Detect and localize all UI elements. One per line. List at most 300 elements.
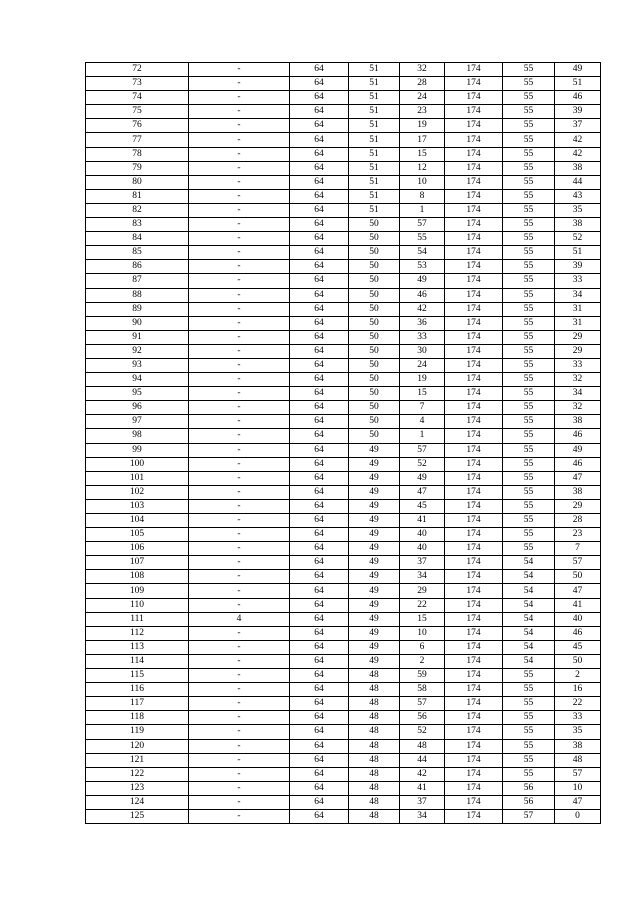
- table-cell: 174: [445, 246, 503, 260]
- table-cell: 7: [555, 542, 601, 556]
- table-cell: 124: [86, 795, 189, 809]
- table-cell: 174: [445, 485, 503, 499]
- table-cell: 49: [400, 471, 445, 485]
- table-cell: -: [189, 584, 290, 598]
- table-cell: 39: [555, 105, 601, 119]
- table-cell: 64: [290, 556, 349, 570]
- table-cell: 121: [86, 753, 189, 767]
- table-cell: 55: [503, 330, 555, 344]
- table-cell: 16: [555, 683, 601, 697]
- table-cell: 64: [290, 542, 349, 556]
- table-cell: 174: [445, 711, 503, 725]
- table-cell: 48: [349, 725, 400, 739]
- table-cell: 41: [400, 781, 445, 795]
- table-row: [86, 514, 601, 528]
- table-cell: 45: [400, 499, 445, 513]
- table-cell: -: [189, 119, 290, 133]
- table-cell: 48: [349, 809, 400, 823]
- table-cell: -: [189, 669, 290, 683]
- table-cell: 174: [445, 725, 503, 739]
- table-cell: -: [189, 147, 290, 161]
- table-cell: 57: [555, 767, 601, 781]
- table-cell: -: [189, 401, 290, 415]
- table-cell: 15: [400, 387, 445, 401]
- table-cell: -: [189, 683, 290, 697]
- table-cell: 55: [503, 669, 555, 683]
- table-cell: -: [189, 203, 290, 217]
- table-cell: 64: [290, 105, 349, 119]
- table-cell: 55: [503, 161, 555, 175]
- table-cell: 78: [86, 147, 189, 161]
- table-cell: 55: [503, 683, 555, 697]
- table-cell: 55: [503, 528, 555, 542]
- table-cell: 55: [503, 542, 555, 556]
- table-cell: 49: [349, 612, 400, 626]
- table-cell: 174: [445, 697, 503, 711]
- table-cell: 41: [555, 598, 601, 612]
- table-cell: 15: [400, 612, 445, 626]
- table-cell: 48: [349, 683, 400, 697]
- table-cell: 34: [555, 387, 601, 401]
- table-cell: 37: [400, 556, 445, 570]
- table-cell: 93: [86, 358, 189, 372]
- table-row: [86, 669, 601, 683]
- table-cell: -: [189, 598, 290, 612]
- table-cell: -: [189, 711, 290, 725]
- table-row: [86, 316, 601, 330]
- table-cell: 174: [445, 443, 503, 457]
- table-cell: 80: [86, 175, 189, 189]
- table-cell: 28: [555, 514, 601, 528]
- table-cell: 22: [555, 697, 601, 711]
- table-cell: 174: [445, 809, 503, 823]
- table-cell: -: [189, 246, 290, 260]
- table-cell: 54: [503, 570, 555, 584]
- table-cell: 108: [86, 570, 189, 584]
- table-cell: 56: [503, 795, 555, 809]
- table-cell: 42: [400, 302, 445, 316]
- table-cell: -: [189, 232, 290, 246]
- table-cell: 174: [445, 429, 503, 443]
- table-cell: 56: [503, 781, 555, 795]
- table-cell: 117: [86, 697, 189, 711]
- table-cell: -: [189, 63, 290, 77]
- table-cell: 54: [503, 626, 555, 640]
- table-cell: -: [189, 330, 290, 344]
- table-cell: -: [189, 77, 290, 91]
- table-cell: 55: [503, 302, 555, 316]
- table-cell: 48: [349, 795, 400, 809]
- table-cell: 91: [86, 330, 189, 344]
- table-cell: 99: [86, 443, 189, 457]
- table-row: [86, 781, 601, 795]
- table-row: [86, 401, 601, 415]
- table-cell: 49: [349, 499, 400, 513]
- table-cell: 40: [400, 542, 445, 556]
- table-row: [86, 203, 601, 217]
- table-cell: 174: [445, 669, 503, 683]
- table-cell: -: [189, 654, 290, 668]
- table-cell: 119: [86, 725, 189, 739]
- table-cell: 49: [349, 528, 400, 542]
- table-row: [86, 471, 601, 485]
- table-cell: 50: [349, 401, 400, 415]
- table-cell: 49: [555, 63, 601, 77]
- table-cell: 174: [445, 316, 503, 330]
- table-cell: 55: [503, 514, 555, 528]
- table-cell: 59: [400, 669, 445, 683]
- table-cell: 49: [349, 640, 400, 654]
- table-cell: 64: [290, 387, 349, 401]
- table-cell: 2: [400, 654, 445, 668]
- table-row: [86, 584, 601, 598]
- table-cell: 96: [86, 401, 189, 415]
- table-cell: 48: [400, 739, 445, 753]
- table-cell: 64: [290, 260, 349, 274]
- table-cell: 174: [445, 612, 503, 626]
- table-cell: 54: [503, 654, 555, 668]
- table-cell: 64: [290, 669, 349, 683]
- table-cell: 174: [445, 457, 503, 471]
- table-cell: 55: [503, 274, 555, 288]
- table-row: [86, 161, 601, 175]
- table-cell: 51: [555, 246, 601, 260]
- table-cell: 55: [503, 316, 555, 330]
- table-cell: 64: [290, 584, 349, 598]
- table-cell: 55: [400, 232, 445, 246]
- table-cell: 64: [290, 401, 349, 415]
- table-cell: 28: [400, 77, 445, 91]
- table-cell: 40: [555, 612, 601, 626]
- table-cell: 64: [290, 443, 349, 457]
- table-cell: 64: [290, 330, 349, 344]
- table-cell: 107: [86, 556, 189, 570]
- table-cell: 64: [290, 358, 349, 372]
- table-cell: 32: [555, 401, 601, 415]
- table-cell: 50: [349, 218, 400, 232]
- table-cell: 109: [86, 584, 189, 598]
- table-cell: 55: [503, 189, 555, 203]
- table-cell: 64: [290, 119, 349, 133]
- table-cell: 57: [555, 556, 601, 570]
- table-cell: 29: [555, 330, 601, 344]
- table-cell: 174: [445, 77, 503, 91]
- table-cell: 55: [503, 387, 555, 401]
- table-cell: 23: [400, 105, 445, 119]
- table-cell: 49: [349, 471, 400, 485]
- table-cell: 34: [400, 809, 445, 823]
- table-cell: 174: [445, 260, 503, 274]
- table-row: [86, 429, 601, 443]
- table-cell: 50: [349, 288, 400, 302]
- table-cell: 48: [555, 753, 601, 767]
- table-cell: 174: [445, 415, 503, 429]
- table-cell: 15: [400, 147, 445, 161]
- table-cell: 31: [555, 316, 601, 330]
- table-cell: 55: [503, 63, 555, 77]
- table-cell: 89: [86, 302, 189, 316]
- table-cell: 54: [503, 640, 555, 654]
- table-cell: 34: [400, 570, 445, 584]
- table-cell: 55: [503, 443, 555, 457]
- table-cell: 64: [290, 203, 349, 217]
- table-cell: 4: [189, 612, 290, 626]
- table-cell: 8: [400, 189, 445, 203]
- table-row: [86, 654, 601, 668]
- table-cell: 31: [555, 302, 601, 316]
- table-cell: -: [189, 161, 290, 175]
- table-cell: 51: [349, 175, 400, 189]
- table-cell: 48: [349, 711, 400, 725]
- table-cell: 33: [400, 330, 445, 344]
- table-cell: 100: [86, 457, 189, 471]
- table-cell: 6: [400, 640, 445, 654]
- table-row: [86, 147, 601, 161]
- table-cell: -: [189, 218, 290, 232]
- table-cell: 64: [290, 175, 349, 189]
- table-cell: 174: [445, 739, 503, 753]
- table-cell: 48: [349, 781, 400, 795]
- table-cell: 34: [555, 288, 601, 302]
- table-cell: 64: [290, 499, 349, 513]
- table-cell: 55: [503, 753, 555, 767]
- table-cell: 57: [400, 697, 445, 711]
- table-cell: 58: [400, 683, 445, 697]
- table-cell: 54: [503, 584, 555, 598]
- table-cell: 2: [555, 669, 601, 683]
- table-cell: 55: [503, 485, 555, 499]
- table-cell: 51: [349, 91, 400, 105]
- table-cell: 112: [86, 626, 189, 640]
- table-cell: 52: [400, 457, 445, 471]
- table-cell: 64: [290, 711, 349, 725]
- table-cell: 48: [349, 739, 400, 753]
- table-cell: -: [189, 373, 290, 387]
- table-cell: 174: [445, 218, 503, 232]
- table-cell: 32: [400, 63, 445, 77]
- table-cell: -: [189, 344, 290, 358]
- table-cell: 64: [290, 640, 349, 654]
- table-cell: 64: [290, 725, 349, 739]
- table-cell: 57: [400, 443, 445, 457]
- table-cell: 118: [86, 711, 189, 725]
- table-cell: 97: [86, 415, 189, 429]
- table-cell: 54: [400, 246, 445, 260]
- table-row: [86, 499, 601, 513]
- table-cell: 51: [555, 77, 601, 91]
- table-row: [86, 105, 601, 119]
- table-cell: 44: [555, 175, 601, 189]
- table-cell: -: [189, 358, 290, 372]
- table-cell: 174: [445, 753, 503, 767]
- table-cell: 174: [445, 570, 503, 584]
- table-cell: 10: [400, 626, 445, 640]
- table-cell: 64: [290, 91, 349, 105]
- table-cell: 174: [445, 91, 503, 105]
- table-cell: 174: [445, 175, 503, 189]
- table-cell: -: [189, 457, 290, 471]
- table-cell: 72: [86, 63, 189, 77]
- table-cell: 125: [86, 809, 189, 823]
- table-cell: 51: [349, 105, 400, 119]
- table-cell: 101: [86, 471, 189, 485]
- table-cell: -: [189, 471, 290, 485]
- table-row: [86, 697, 601, 711]
- table-cell: 55: [503, 175, 555, 189]
- table-row: [86, 260, 601, 274]
- table-cell: 29: [400, 584, 445, 598]
- table-cell: -: [189, 91, 290, 105]
- table-cell: 174: [445, 640, 503, 654]
- table-cell: 35: [555, 725, 601, 739]
- table-cell: 64: [290, 654, 349, 668]
- table-row: [86, 175, 601, 189]
- table-cell: -: [189, 767, 290, 781]
- table-cell: 50: [555, 654, 601, 668]
- table-row: [86, 683, 601, 697]
- table-cell: 53: [400, 260, 445, 274]
- table-cell: -: [189, 175, 290, 189]
- table-cell: -: [189, 739, 290, 753]
- table-cell: 174: [445, 105, 503, 119]
- table-cell: 174: [445, 542, 503, 556]
- table-cell: 50: [349, 387, 400, 401]
- table-cell: 64: [290, 795, 349, 809]
- table-row: [86, 288, 601, 302]
- table-cell: 45: [555, 640, 601, 654]
- table-row: [86, 542, 601, 556]
- table-cell: 64: [290, 429, 349, 443]
- table-cell: 39: [555, 260, 601, 274]
- table-cell: 49: [349, 443, 400, 457]
- table-cell: 64: [290, 246, 349, 260]
- table-cell: 98: [86, 429, 189, 443]
- table-cell: 50: [349, 232, 400, 246]
- table-cell: 174: [445, 401, 503, 415]
- table-cell: 51: [349, 63, 400, 77]
- table-cell: 43: [555, 189, 601, 203]
- table-cell: 174: [445, 683, 503, 697]
- table-cell: 174: [445, 119, 503, 133]
- table-cell: 174: [445, 767, 503, 781]
- table-cell: 81: [86, 189, 189, 203]
- table-cell: 50: [349, 260, 400, 274]
- table-cell: -: [189, 640, 290, 654]
- table-cell: 75: [86, 105, 189, 119]
- table-cell: 64: [290, 781, 349, 795]
- table-cell: 24: [400, 91, 445, 105]
- table-cell: 1: [400, 203, 445, 217]
- table-cell: 115: [86, 669, 189, 683]
- table-row: [86, 612, 601, 626]
- table-cell: 47: [555, 795, 601, 809]
- table-cell: 174: [445, 373, 503, 387]
- table-cell: 1: [400, 429, 445, 443]
- table-cell: 174: [445, 330, 503, 344]
- table-cell: 94: [86, 373, 189, 387]
- table-cell: 50: [349, 302, 400, 316]
- table-cell: 52: [555, 232, 601, 246]
- table-cell: 50: [349, 358, 400, 372]
- table-cell: 64: [290, 570, 349, 584]
- table-cell: 174: [445, 147, 503, 161]
- table-cell: 174: [445, 344, 503, 358]
- table-row: [86, 767, 601, 781]
- table-cell: 49: [349, 584, 400, 598]
- table-cell: 64: [290, 767, 349, 781]
- table-cell: 174: [445, 781, 503, 795]
- table-cell: 174: [445, 232, 503, 246]
- table-cell: 22: [400, 598, 445, 612]
- table-row: [86, 457, 601, 471]
- table-row: [86, 485, 601, 499]
- table-cell: 64: [290, 302, 349, 316]
- table-cell: 19: [400, 119, 445, 133]
- table-cell: 174: [445, 584, 503, 598]
- table-cell: 55: [503, 373, 555, 387]
- table-cell: 55: [503, 711, 555, 725]
- table-cell: -: [189, 133, 290, 147]
- table-cell: -: [189, 429, 290, 443]
- table-row: [86, 528, 601, 542]
- table-cell: 32: [555, 373, 601, 387]
- table-cell: 64: [290, 471, 349, 485]
- table-cell: 174: [445, 514, 503, 528]
- table-cell: 86: [86, 260, 189, 274]
- table-cell: 106: [86, 542, 189, 556]
- table-cell: 48: [349, 767, 400, 781]
- table-cell: 64: [290, 415, 349, 429]
- table-cell: 38: [555, 415, 601, 429]
- table-cell: 49: [349, 598, 400, 612]
- table-row: [86, 77, 601, 91]
- table-cell: 64: [290, 598, 349, 612]
- table-cell: 83: [86, 218, 189, 232]
- table-cell: 38: [555, 161, 601, 175]
- table-cell: 174: [445, 203, 503, 217]
- table-cell: 17: [400, 133, 445, 147]
- table-cell: 95: [86, 387, 189, 401]
- table-cell: 64: [290, 485, 349, 499]
- table-cell: -: [189, 499, 290, 513]
- table-cell: 102: [86, 485, 189, 499]
- table-cell: 174: [445, 626, 503, 640]
- table-cell: 90: [86, 316, 189, 330]
- table-cell: -: [189, 556, 290, 570]
- table-cell: 64: [290, 316, 349, 330]
- table-cell: 64: [290, 457, 349, 471]
- table-cell: 64: [290, 739, 349, 753]
- table-cell: 55: [503, 77, 555, 91]
- table-cell: -: [189, 795, 290, 809]
- table-cell: 55: [503, 739, 555, 753]
- table-cell: 29: [555, 499, 601, 513]
- table-cell: 37: [555, 119, 601, 133]
- table-cell: 64: [290, 528, 349, 542]
- table-cell: 64: [290, 232, 349, 246]
- table-cell: 64: [290, 63, 349, 77]
- table-cell: 174: [445, 63, 503, 77]
- table-row: [86, 91, 601, 105]
- table-cell: 64: [290, 683, 349, 697]
- table-cell: 51: [349, 161, 400, 175]
- table-cell: 174: [445, 302, 503, 316]
- table-cell: 7: [400, 401, 445, 415]
- table-cell: 64: [290, 697, 349, 711]
- table-cell: 92: [86, 344, 189, 358]
- table-cell: 82: [86, 203, 189, 217]
- table-cell: 79: [86, 161, 189, 175]
